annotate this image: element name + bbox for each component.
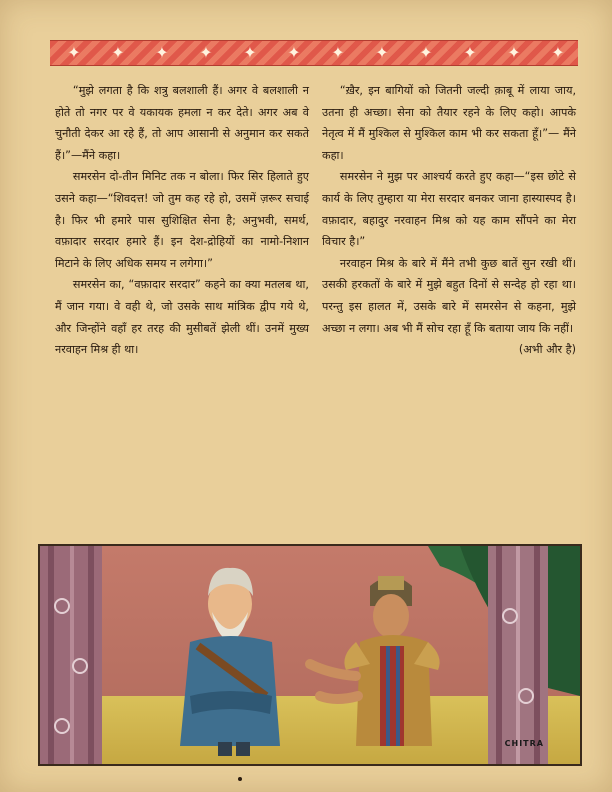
illustration-art (40, 546, 580, 764)
star-ornament-icon: ✦ (331, 43, 345, 62)
star-ornament-icon: ✦ (67, 43, 81, 62)
star-ornament-icon: ✦ (287, 43, 301, 62)
star-ornament-icon: ✦ (111, 43, 125, 62)
star-ornament-icon: ✦ (507, 43, 521, 62)
star-ornament-icon: ✦ (243, 43, 257, 62)
star-ornament-icon: ✦ (551, 43, 565, 62)
page-dot (238, 777, 242, 781)
paragraph: नरवाहन मिश्र के बारे में मैंने तभी कुछ बातें सुन रखी थीं। उसकी हरकतों के बारे में मुझे बहुत दिनों से सन्देह हो रहा था। परन्तु इस हालत में, उसके बारे में समरसेन से कहना, मुझे अच्छा न लगा। अब भी मैं सोच रहा हूँ कि बताया जाय कि नहीं। (322, 256, 576, 335)
star-ornament-icon: ✦ (419, 43, 433, 62)
story-illustration (38, 544, 582, 766)
paragraph: समरसेन दो-तीन मिनिट तक न बोला। फिर सिर हिलाते हुए उसने कहा—“शिवदत्त! जो तुम कह रहे हो, उसमें ज़रूर सचाई है। फिर भी हमारे पास सुशिक्षित सेना है; अनुभवी, समर्थ, वफ़ादार सरदार हमारे हैं। इन देश-द्रोहियों का नामो-निशान मिटाने के लिए अधिक समय न लगेगा।” (55, 170, 309, 270)
paragraph: “मुझे लगता है कि शत्रु बलशाली हैं। अगर वे बलशाली न होते तो नगर पर वे यकायक हमला न कर देते। अगर अब वे चुनौती देकर आ रहे हैं, तो आप आसानी से अनुमान कर सकते हैं।”—मैंने कहा। (55, 84, 309, 162)
right-text-column (322, 80, 576, 361)
star-ornament-icon: ✦ (199, 43, 213, 62)
star-ornament-icon: ✦ (155, 43, 169, 62)
paragraph: समरसेन ने मुझ पर आश्चर्य करते हुए कहा—“इस छोटे से कार्य के लिए तुम्हारा या मेरा सरदार बनकर जाना हास्यास्पद है। वफ़ादार, बहादुर नरवाहन मिश्र को यह काम सौंपने का मेरा विचार है।” (322, 170, 576, 249)
star-ornament-icon: ✦ (375, 43, 389, 62)
paragraph: “ख़ैर, इन बागियों को जितनी जल्दी क़ाबू में लाया जाय, उतना ही अच्छा। सेना को तैयार रहने के लिए कहो। आपके नेतृत्व में मैं मुश्किल से मुश्किल काम भी कर सकता हूँ।”— मैंने कहा। (322, 84, 576, 162)
decorative-banner (50, 40, 578, 66)
star-ornament-icon: ✦ (463, 43, 477, 62)
continued-note: (अभी और है) (518, 343, 576, 357)
artist-signature: CHITRA (504, 739, 544, 748)
paragraph: समरसेन का, “वफ़ादार सरदार” कहने का क्या मतलब था, मैं जान गया। वे वही थे, जो उसके साथ मांत्रिक द्वीप गये थे, और जिन्होंने वहाँ हर तरह की मुसीबतें झेली थीं। उनमें मुख्य नरवाहन मिश्र ही था। (55, 278, 309, 357)
left-text-column (55, 80, 309, 361)
